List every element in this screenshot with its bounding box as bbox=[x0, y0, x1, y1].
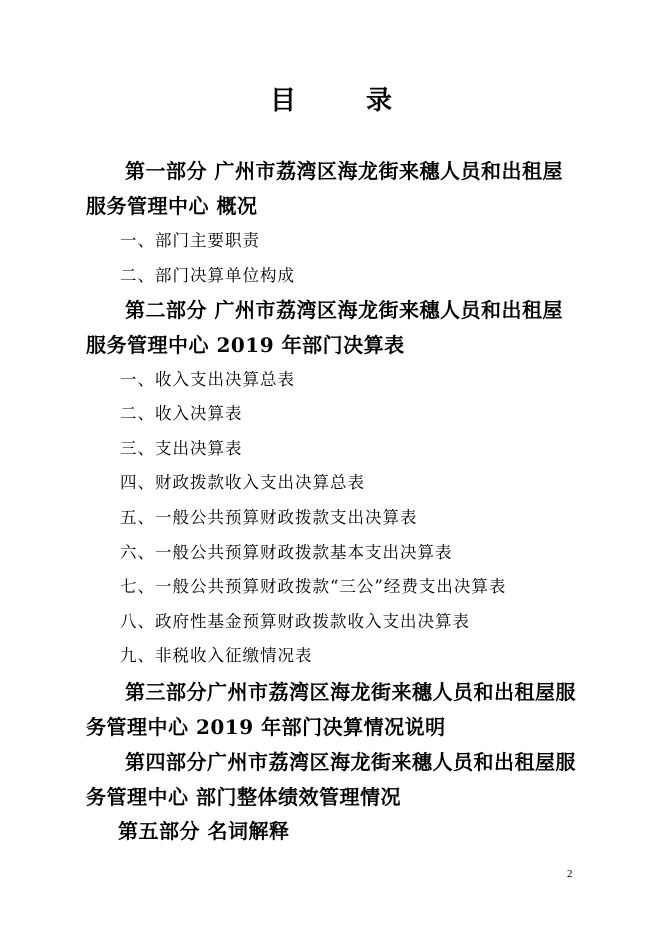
toc-item: 八、政府性基金预算财政拨款收入支出决算表 bbox=[120, 612, 470, 631]
section-3-title-line1: 第三部分广州市荔湾区海龙街来穗人员和出租屋服 bbox=[125, 680, 576, 704]
section-1-title-line2: 服务管理中心 概况 bbox=[86, 194, 258, 218]
toc-item: 二、部门决算单位构成 bbox=[120, 266, 295, 285]
toc-item: 一、部门主要职责 bbox=[120, 231, 260, 250]
toc-item: 七、一般公共预算财政拨款“三公”经费支出决算表 bbox=[120, 577, 507, 596]
toc-item: 五、一般公共预算财政拨款支出决算表 bbox=[120, 508, 418, 527]
toc-item: 六、一般公共预算财政拨款基本支出决算表 bbox=[120, 543, 453, 562]
section-2-title-line1: 第二部分 广州市荔湾区海龙街来穗人员和出租屋 bbox=[125, 298, 563, 322]
section-5-title: 第五部分 名词解释 bbox=[118, 819, 290, 843]
toc-item: 九、非税收入征缴情况表 bbox=[120, 646, 313, 665]
page-number: 2 bbox=[567, 868, 573, 880]
toc-item: 三、支出决算表 bbox=[120, 439, 243, 458]
section-3-title-line2: 务管理中心 2019 年部门决算情况说明 bbox=[86, 715, 446, 739]
page-title: 目录 bbox=[269, 86, 462, 116]
toc-item: 一、收入支出决算总表 bbox=[120, 370, 295, 389]
section-1-title-line1: 第一部分 广州市荔湾区海龙街来穗人员和出租屋 bbox=[125, 159, 563, 183]
toc-item: 二、收入决算表 bbox=[120, 404, 243, 423]
section-4-title-line2: 务管理中心 部门整体绩效管理情况 bbox=[86, 785, 401, 809]
section-2-title-line2: 服务管理中心 2019 年部门决算表 bbox=[86, 333, 405, 357]
section-4-title-line1: 第四部分广州市荔湾区海龙街来穗人员和出租屋服 bbox=[125, 750, 576, 774]
toc-item: 四、财政拨款收入支出决算总表 bbox=[120, 473, 365, 492]
